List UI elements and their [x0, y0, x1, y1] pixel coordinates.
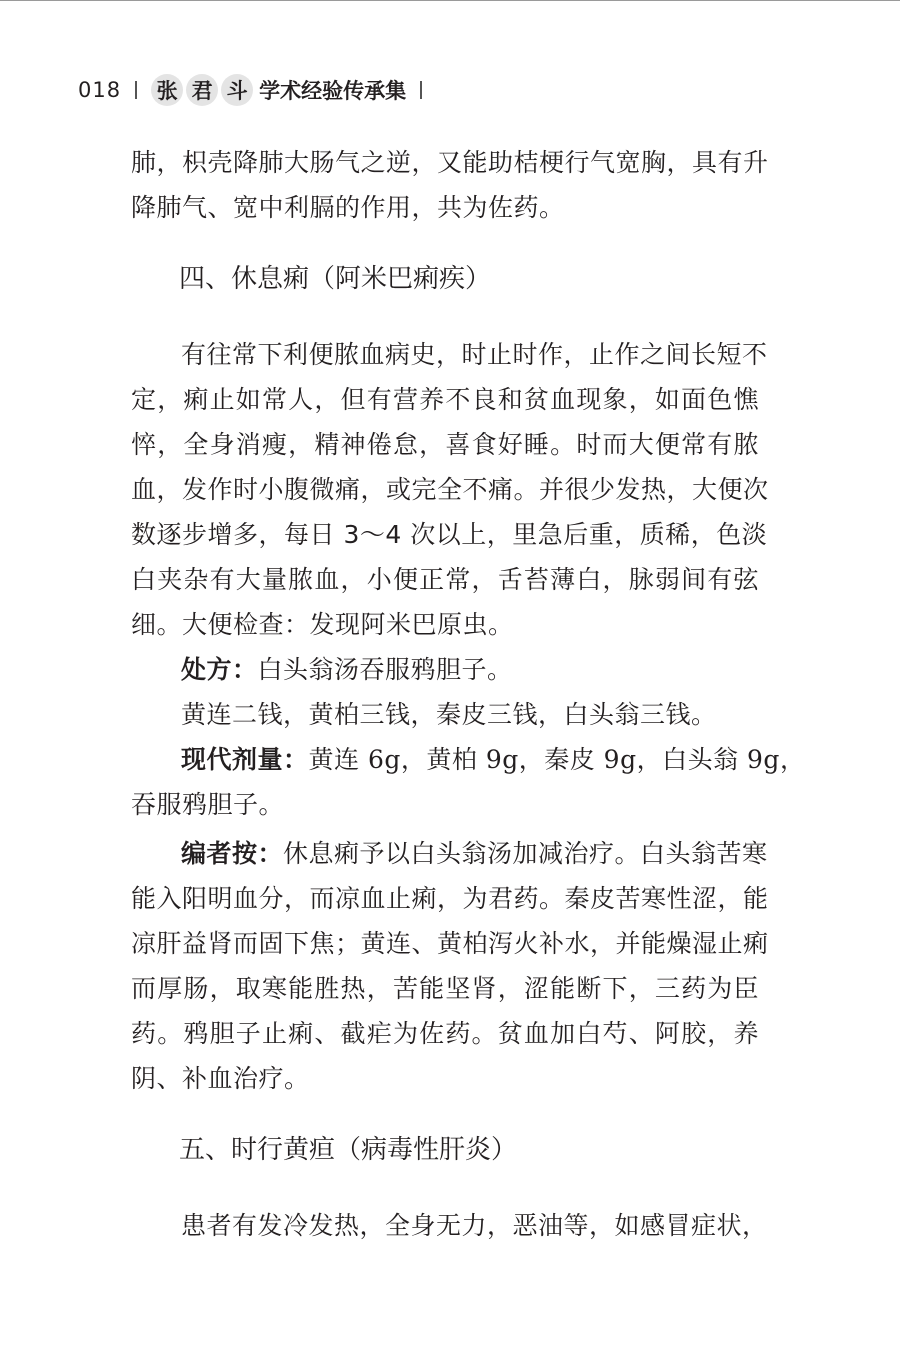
text-line: 白夹杂有大量脓血，小便正常，舌苔薄白，脉弱间有弦	[131, 565, 759, 594]
text-line: 药。鸦胆子止痢、截疟为佐药。贫血加白芍、阿胶，养	[131, 1019, 759, 1048]
text-line: 血，发作时小腹微痛，或完全不痛。并很少发热，大便次	[131, 475, 769, 504]
header-divider	[420, 81, 422, 99]
modern-dose-text: 黄连 6g，黄柏 9g，秦皮 9g，白头翁 9g，	[308, 745, 806, 774]
text-line: 降肺气、宽中利膈的作用，共为佐药。	[131, 193, 565, 222]
continued-paragraph	[131, 140, 769, 230]
text-line	[131, 831, 768, 876]
text-line: 数逐步增多，每日 3～4 次以上，里急后重，质稀，色淡	[131, 520, 768, 549]
page-number: 018	[78, 78, 122, 102]
text-line: 定，痢止如常人，但有营养不良和贫血现象，如面色憔	[131, 385, 759, 414]
symptom-paragraph	[131, 332, 769, 647]
book-title: 学术经验传承集	[259, 78, 407, 103]
text-line: 悴，全身消瘦，精神倦怠，喜食好睡。时而大便常有脓	[131, 430, 759, 459]
section-heading: 四、休息痢（阿米巴痢疾）	[179, 264, 492, 294]
section-heading: 五、时行黄疸（病毒性肝炎）	[179, 1135, 518, 1165]
text-line: 有往常下利便脓血病史，时止时作，止作之间长短不	[181, 340, 768, 369]
page-body	[131, 140, 806, 1248]
running-header	[78, 70, 436, 110]
editor-note-label: 编者按：	[181, 839, 284, 868]
text-line: 细。大便检查：发现阿米巴原虫。	[131, 610, 514, 639]
prescription-text: 白头翁汤吞服鸦胆子。	[257, 655, 513, 684]
text-line: 吞服鸦胆子。	[131, 790, 285, 819]
author-name	[151, 74, 253, 106]
editor-note-paragraph	[131, 831, 769, 1101]
prescription-label: 处方：	[181, 655, 258, 684]
text-line: 患者有发冷发热，全身无力，恶油等，如感冒症状，	[181, 1211, 768, 1240]
prescription-line	[131, 647, 759, 692]
top-rule	[0, 0, 900, 1]
header-divider	[135, 81, 137, 99]
text-line: 阴、补血治疗。	[131, 1064, 310, 1093]
text-line: 能入阳明血分，而凉血止痢，为君药。秦皮苦寒性涩，能	[131, 884, 769, 913]
modern-dose-label: 现代剂量：	[181, 745, 309, 774]
ingredients-line: 黄连二钱，黄柏三钱，秦皮三钱，白头翁三钱。	[181, 700, 717, 729]
author-char: 张	[151, 74, 183, 106]
author-char: 斗	[221, 74, 253, 106]
editor-note-text: 休息痢予以白头翁汤加减治疗。白头翁苦寒	[283, 839, 768, 868]
text-line	[131, 737, 806, 782]
text-line: 而厚肠，取寒能胜热，苦能坚肾，涩能断下，三药为臣	[131, 974, 759, 1003]
text-line: 凉肝益肾而固下焦；黄连、黄柏泻火补水，并能燥湿止痢	[131, 929, 769, 958]
modern-dose-paragraph	[131, 737, 806, 827]
text-line: 肺，枳壳降肺大肠气之逆，又能助桔梗行气宽胸，具有升	[131, 148, 769, 177]
author-char: 君	[186, 74, 218, 106]
